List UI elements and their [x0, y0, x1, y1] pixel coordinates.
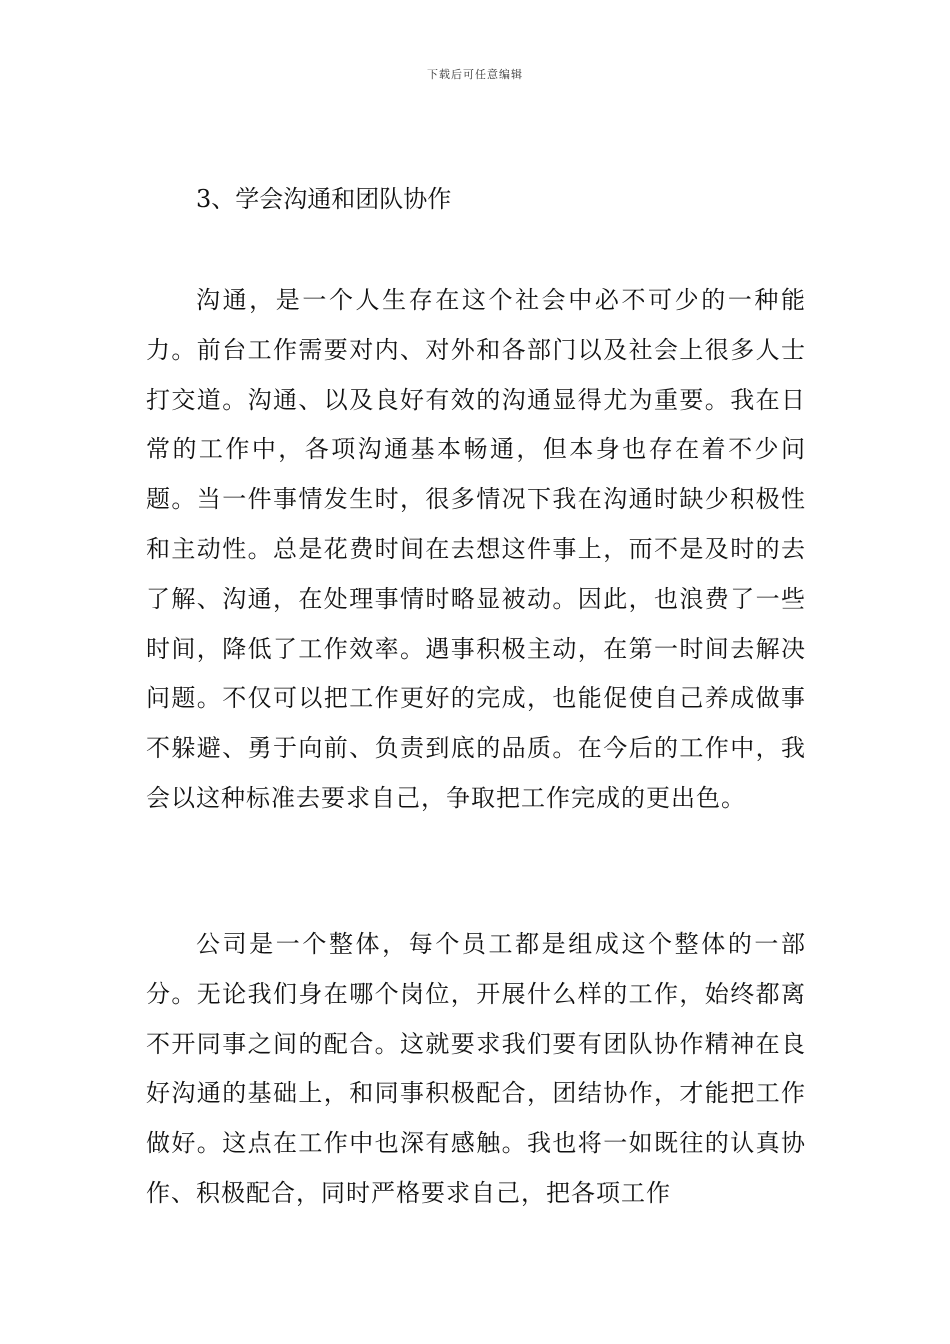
body-paragraph: 沟通，是一个人生存在这个社会中必不可少的一种能力。前台工作需要对内、对外和各部门以及社会上很多人士打交道。沟通、以及良好有效的沟通显得尤为重要。我在日常的工作中，各项沟通基本畅通，但本身也存在着不少问题。当一件事情发生时，很多情况下我在沟通时缺少积极性和主动性。总是花费时间在去想这件事上，而不是及时的去了解、沟通，在处理事情时略显被动。因此，也浪费了一些时间，降低了工作效率。遇事积极主动，在第一时间去解决问题。不仅可以把工作更好的完成，也能促使自己养成做事不躲避、勇于向前、负责到底的品质。在今后的工作中，我会以这种标准去要求自己，争取把工作完成的更出色。: [146, 286, 806, 812]
section-heading: 3、学会沟通和团队协作: [196, 185, 452, 213]
page-header-note: 下载后可任意编辑: [427, 68, 523, 81]
body-paragraph: 公司是一个整体，每个员工都是组成这个整体的一部分。无论我们身在哪个岗位，开展什么样的工作，始终都离不开同事之间的配合。这就要求我们要有团队协作精神在良好沟通的基础上，和同事积极配合，团结协作，才能把工作做好。这点在工作中也深有感触。我也将一如既往的认真协作、积极配合，同时严格要求自己，把各项工作: [146, 930, 806, 1207]
